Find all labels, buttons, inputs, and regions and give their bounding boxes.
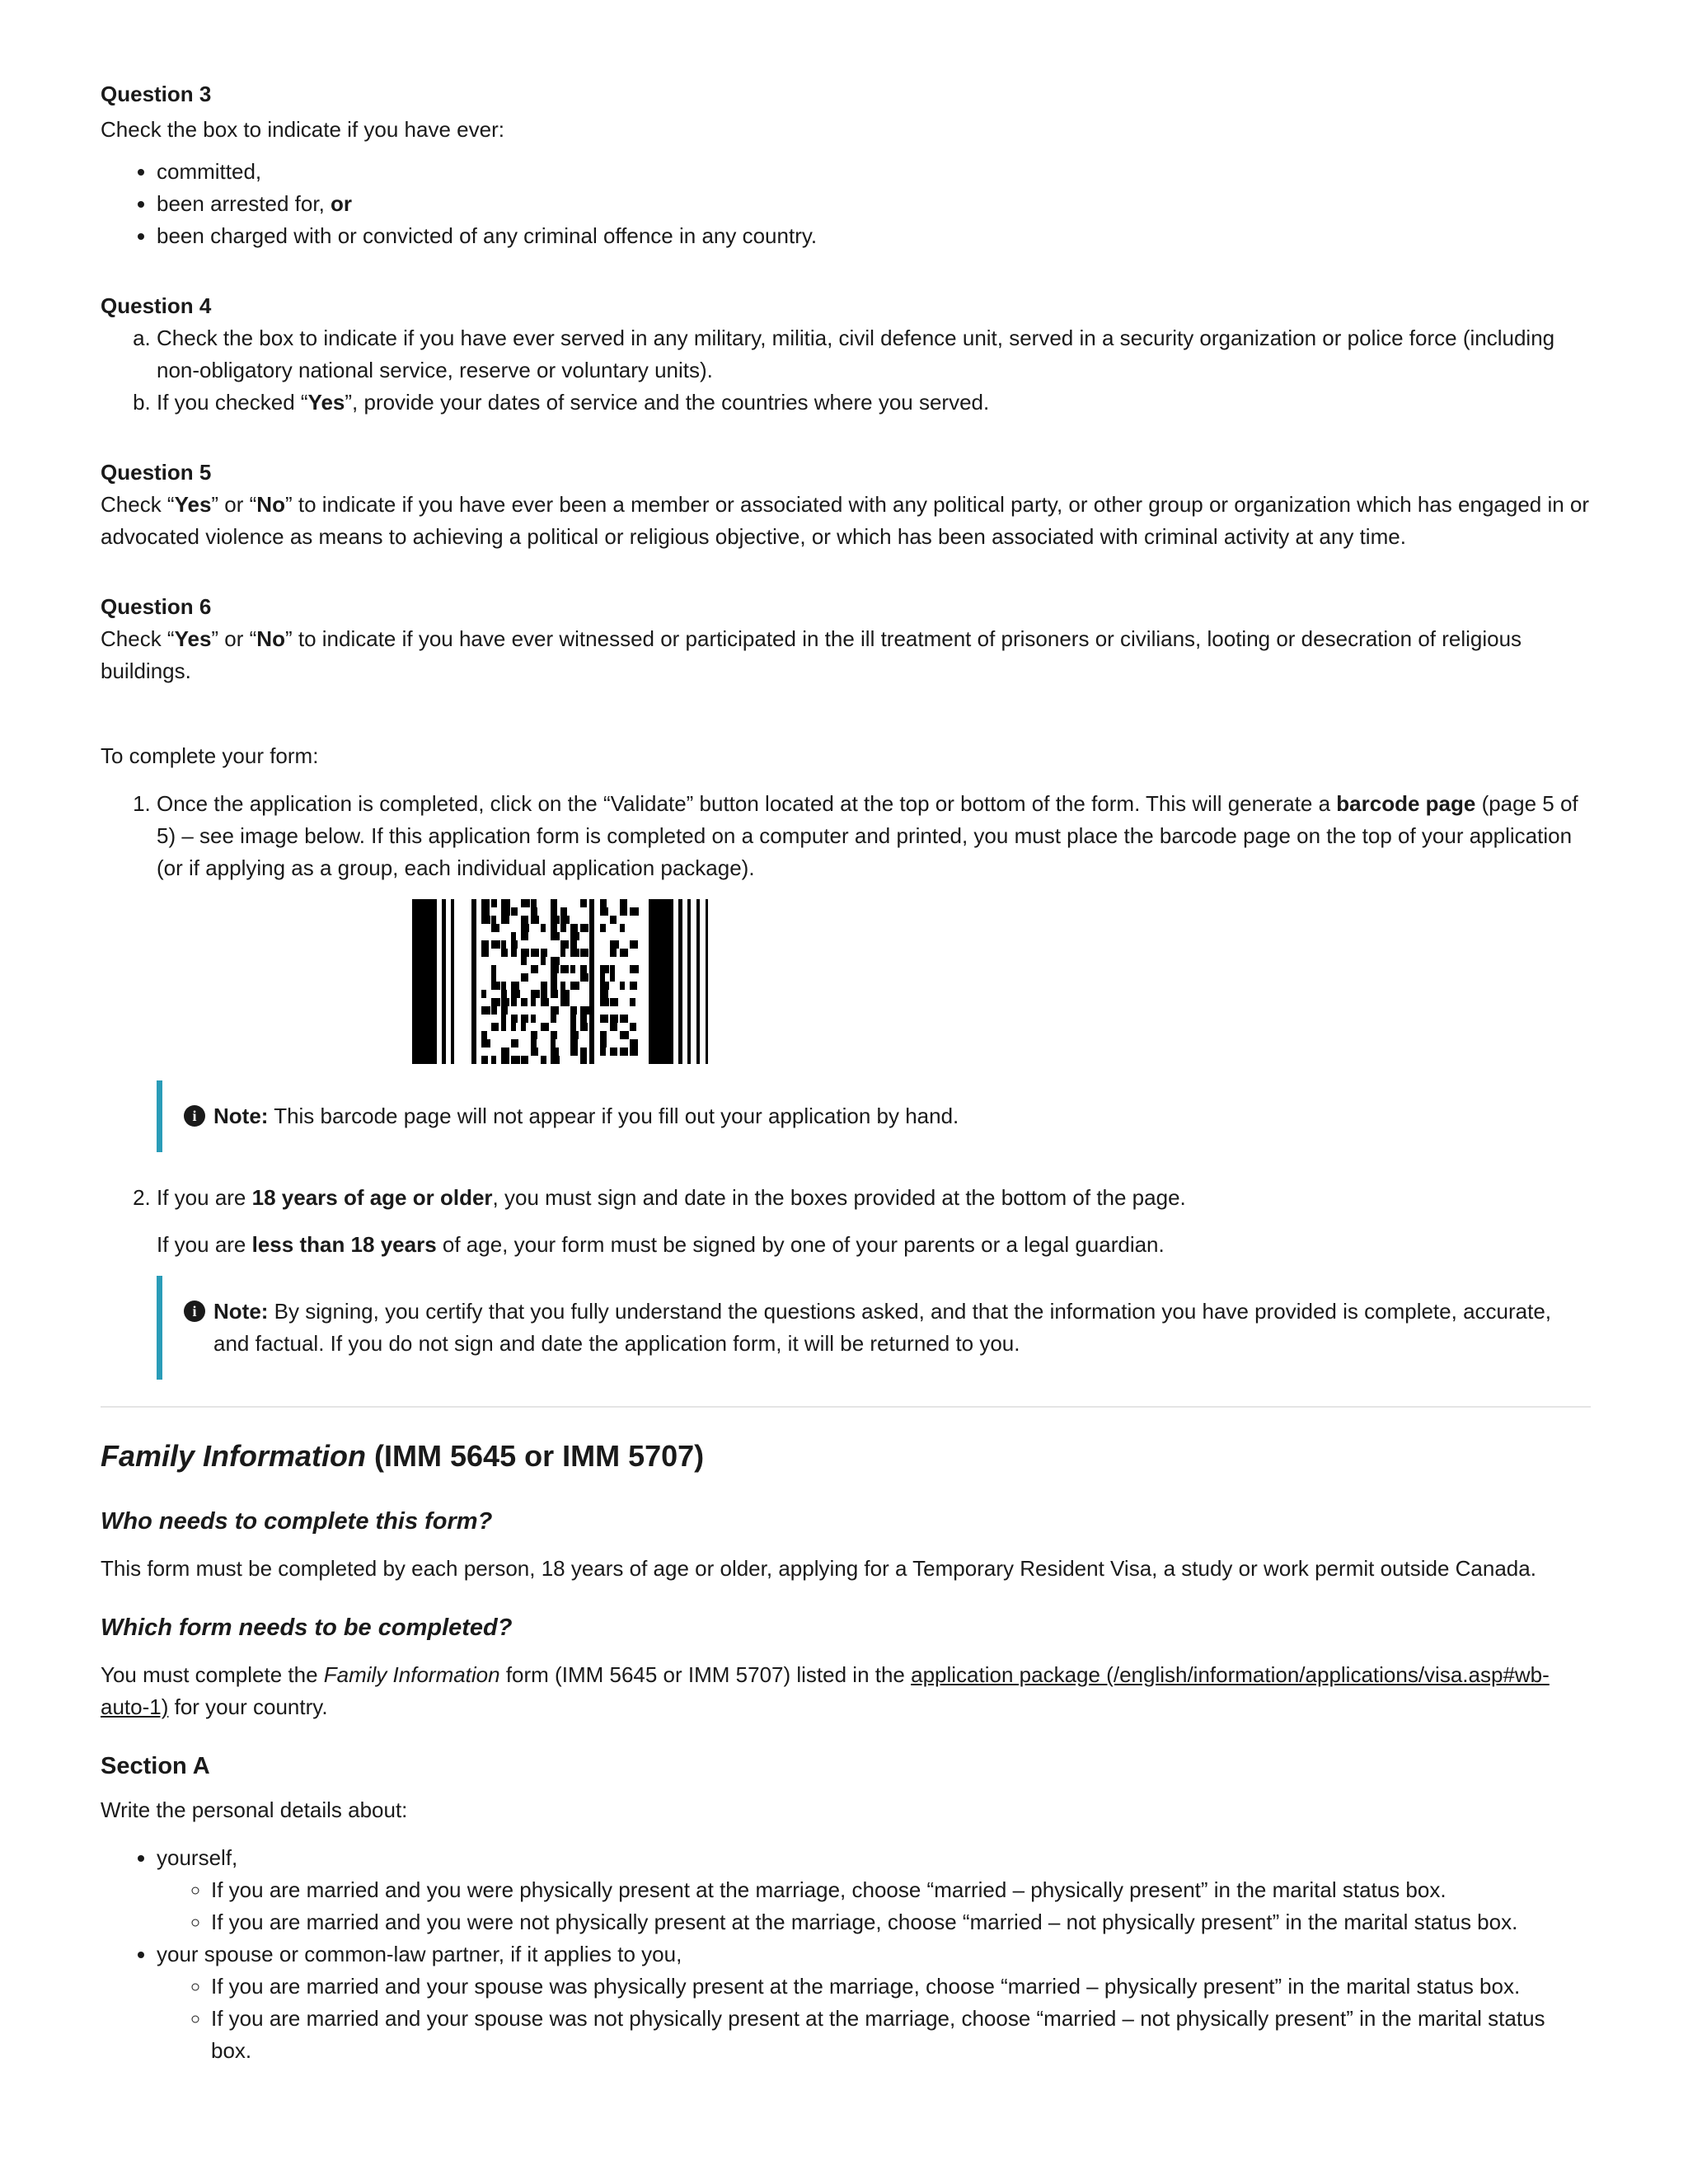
which-text: You must complete the Family Information form (IMM 5645 or IMM 5707) listed in the application package (/english/information/applications/visa.asp#wb-auto-1) for your country. <box>101 1662 1550 1719</box>
info-circle-icon: i <box>184 1105 205 1127</box>
list-item: • been arrested for, or <box>157 188 1591 220</box>
note-signing: i Note: By signing, you certify that you fully understand the questions asked, and that the information you have provided is complete, accurate, and factual. If you do not sign and date the application form, it will be returned to you. <box>157 1276 1591 1380</box>
list-item: • been charged with or convicted of any criminal offence in any country. <box>157 220 1591 252</box>
section-divider <box>101 1406 1591 1408</box>
question-3-intro: Check the box to indicate if you have ever: <box>101 117 504 142</box>
question-5-heading: Question 5 <box>101 460 212 485</box>
list-item: b. If you checked “Yes”, provide your dates of service and the countries where you served. <box>157 387 1591 419</box>
application-package-link[interactable]: application package (/english/information/applications/visa.asp#wb-auto-1) <box>101 1662 1550 1719</box>
question-6-text: Check “Yes” or “No” to indicate if you have ever witnessed or participated in the ill treatment of prisoners or civilians, looting or desecration of religious buildings. <box>101 626 1522 683</box>
document-page <box>101 78 1591 2067</box>
step-1: 1. Once the application is completed, click on the “Validate” button located at the top or bottom of the form. This will generate a barcode page (page 5 of 5) – see image below. If this application form is completed on a computer and printed, you must place the barcode page on the top of your application (or if applying as a group, each individual application package). i Note: This barcode page will not appear if you fill out your application by hand. <box>157 788 1591 1152</box>
who-heading: Who needs to complete this form? <box>101 1508 493 1535</box>
info-circle-icon: i <box>184 1301 205 1322</box>
list-item: • committed, <box>157 156 1591 188</box>
question-4-list <box>101 322 1591 419</box>
list-item: • yourself, ◦ If you are married and you were physically present at the marriage, choose “married – physically present” in the marital status box. ◦ If you are married and you were not physically present at the marriage, choose “married – not physically present” in the marital status box. <box>157 1842 1591 1938</box>
who-text: This form must be completed by each person, 18 years of age or older, applying for a Temporary Resident Visa, a study or work permit outside Canada. <box>101 1556 1536 1581</box>
note-barcode: i Note: This barcode page will not appear if you fill out your application by hand. <box>157 1080 1591 1152</box>
complete-intro: To complete your form: <box>101 743 319 768</box>
question-5-text: Check “Yes” or “No” to indicate if you have ever been a member or associated with any political party, or other group or organization which has engaged in or advocated violence as means to achieving a political or religious objective, or which has been associated with criminal activity at any time. <box>101 492 1590 549</box>
section-a-intro: Write the personal details about: <box>101 1797 408 1822</box>
question-4 <box>101 290 1591 419</box>
question-6 <box>101 591 1591 687</box>
question-4-heading: Question 4 <box>101 293 212 318</box>
barcode-image <box>412 899 710 1064</box>
step-2: 2. If you are 18 years of age or older, you must sign and date in the boxes provided at the bottom of the page. If you are less than 18 years of age, your form must be signed by one of your parents or a legal guardian. i Note: By signing, you certify that you fully understand the questions asked, and that the information you have provided is complete, accurate, and factual. If you do not sign and date the application form, it will be returned to you. <box>157 1182 1591 1380</box>
question-3 <box>101 78 1591 252</box>
section-a-heading: Section A <box>101 1753 210 1779</box>
list-item: a. Check the box to indicate if you have ever served in any military, militia, civil defence unit, served in a security organization or police force (including non-obligatory national service, reserve or voluntary units). <box>157 322 1591 387</box>
question-3-list <box>101 156 1591 252</box>
list-item: ◦ If you are married and you were not physically present at the marriage, choose “married – not physically present” in the marital status box. <box>211 1906 1591 1938</box>
section-a-list <box>101 1842 1591 2067</box>
which-heading: Which form needs to be completed? <box>101 1615 513 1641</box>
list-item: ◦ If you are married and your spouse was physically present at the marriage, choose “married – physically present” in the marital status box. <box>211 1971 1591 2003</box>
family-info-title: Family Information (IMM 5645 or IMM 5707) <box>101 1439 705 1473</box>
question-3-heading: Question 3 <box>101 82 212 106</box>
complete-steps <box>101 788 1591 1380</box>
question-5 <box>101 457 1591 553</box>
question-6-heading: Question 6 <box>101 594 212 619</box>
list-item: ◦ If you are married and you were physically present at the marriage, choose “married – physically present” in the marital status box. <box>211 1874 1591 1906</box>
list-item: ◦ If you are married and your spouse was not physically present at the marriage, choose “married – not physically present” in the marital status box. <box>211 2003 1591 2067</box>
list-item: • your spouse or common-law partner, if it applies to you, ◦ If you are married and your spouse was physically present at the marriage, choose “married – physically present” in the marital status box. ◦ If you are married and your spouse was not physically present at the marriage, choose “married – not physically present” in the marital status box. <box>157 1938 1591 2067</box>
